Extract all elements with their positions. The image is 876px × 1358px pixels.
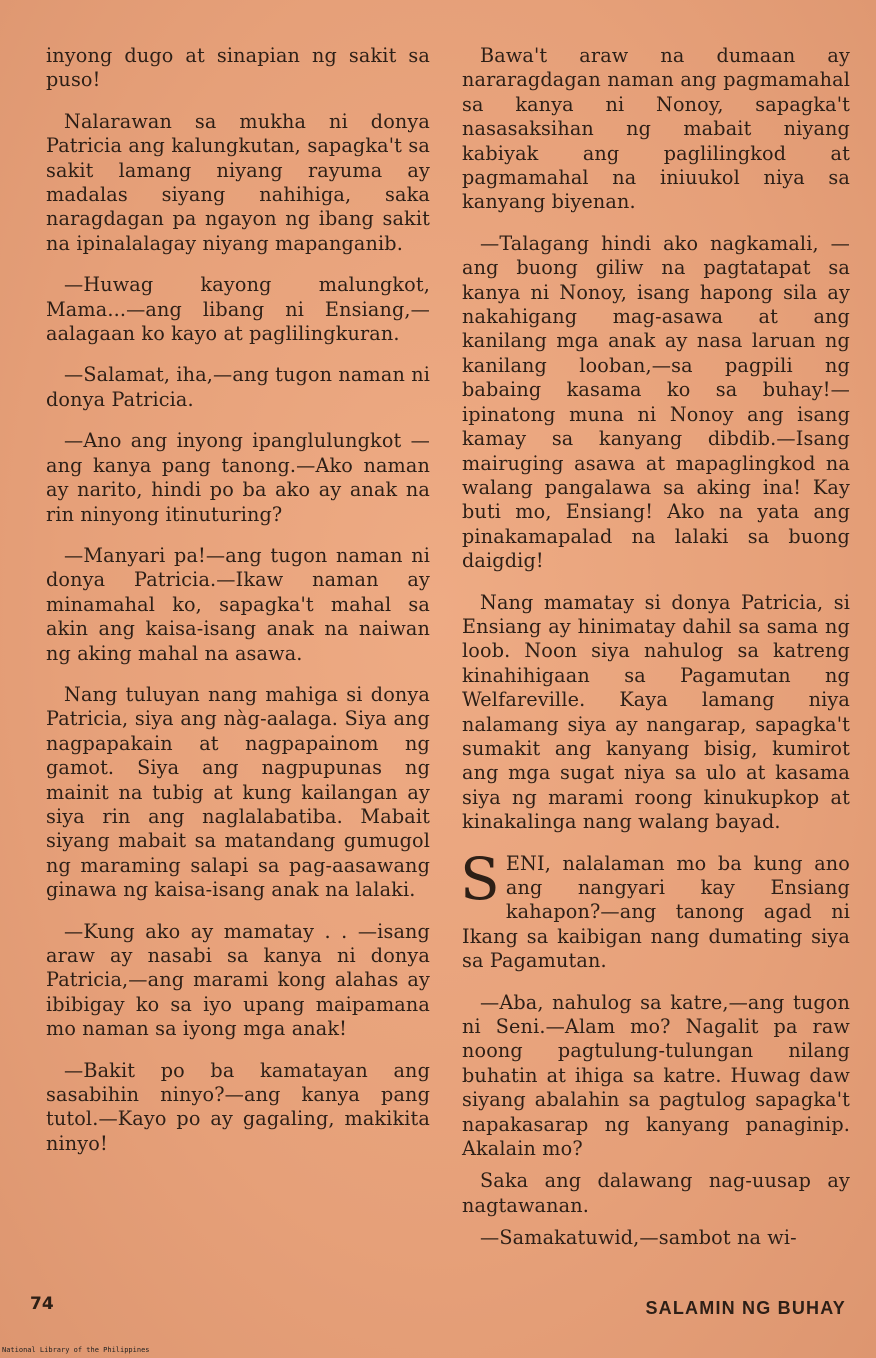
paragraph: —Manyari pa!—ang tugon naman ni donya Patricia.—Ikaw naman ay minamahal ko, sapagka't mahal sa akin ang kaisa-isang anak na naiwan ng aking mahal na asawa. — [46, 543, 430, 665]
library-credit: National Library of the Philippines — [2, 1346, 150, 1354]
paragraph: Nang tuluyan nang mahiga si donya Patricia, siya ang nàg-aalaga. Siya ang nagpapakain at nagpapainom ng gamot. Siya ang nagpupunas ng mainit na tubig at kung kailangan ay siya rin ang naglalabatiba. Mabait siyang mabait sa matandang gumugol ng maraming salapi sa pag-aasawang ginawa ng kaisa-isang anak na lalaki. — [46, 682, 430, 902]
magazine-title: SALAMIN NG BUHAY — [645, 1298, 846, 1318]
section-opening-text: ENI, nalalaman mo ba kung ano ang nangyari kay Ensiang kahapon?—ang tanong agad ni Ikang sa kaibigan nang dumating siya sa Pagamutan. — [462, 851, 850, 973]
paragraph: —Ano ang inyong ipanglulungkot —ang kanya pang tanong.—Ako naman ay narito, hindi po ba ako ay anak na rin ninyong itinuturing? — [46, 429, 430, 526]
section-opening-paragraph — [460, 844, 850, 974]
paragraph: —Salamat, iha,—ang tugon naman ni donya Patricia. — [46, 363, 430, 411]
paragraph: —Samakatuwid,—sambot na wi- — [480, 1226, 797, 1250]
paragraph: —Kung ako ay mamatay . . —isang araw ay nasabi sa kanya ni donya Patricia,—ang marami kong alahas ay ibibigay ko sa iyo upang maipamana mo naman sa iyong mga anak! — [46, 919, 430, 1041]
drop-cap: S — [460, 844, 500, 913]
paragraph: —Talagang hindi ako nagkamali, —ang buong giliw na pagtatapat sa kanya ni Nonoy, isang hapong sila ay nakahigang mag-asawa at ang kanilang mga anak ay nasa laruan ng kanilang looban,—sa pagpili ng babaing kasama ko sa buhay!—ipinatong muna ni Nonoy ang isang kamay sa kanyang dibdib.—Isang mairuging asawa at mapaglingkod na walang pangalawa sa aking ina! Kay buti mo, Ensiang! Ako na yata ang pinakamapalad na lalaki sa buong daigdig! — [462, 231, 850, 573]
paragraph: Nang mamatay si donya Patricia, si Ensiang ay hinimatay dahil sa sama ng loob. Noon siya nahulog sa katreng kinahihigaan sa Pagamutan ng Welfareville. Kaya lamang niya nalamang siya ay nangarap, sapagka't sumakit ang kanyang bisig, kumirot ang mga sugat niya sa ulo at kasama siya ng marami roong kinukupkop at kinakalinga nang walang bayad. — [462, 590, 850, 834]
paragraph: —Huwag kayong malungkot, Mama...—ang libang ni Ensiang,—aalagaan ko kayo at paglilingkuran. — [46, 273, 430, 346]
page-number: 74 — [30, 1294, 54, 1314]
paragraph: —Aba, nahulog sa katre,—ang tugon ni Seni.—Alam mo? Nagalit pa raw noong pagtulung-tulungan nilang buhatin at ihiga sa katre. Huwag daw siyang abalahin sa pagtulog sapagka't napakasarap ng kanyang panaginip. Akalain mo? — [462, 990, 850, 1161]
left-text-column — [46, 44, 430, 1173]
page-footer — [0, 1292, 876, 1332]
paragraph: Nalarawan sa mukha ni donya Patricia ang kalungkutan, sapagka't sa sakit lamang niyang rayuma ay madalas siyang nahihiga, saka naragdagan pa ngayon ng ibang sakit na ipinalalagay niyang mapanganib. — [46, 109, 430, 255]
paragraph: Saka ang dalawang nag-uusap ay nagtawanan. — [462, 1169, 850, 1217]
paragraph: Bawa't araw na dumaan ay nararagdagan naman ang pagmamahal sa kanya ni Nonoy, sapagka't nasasaksihan ng mabait niyang kabiyak ang paglilingkod at pagmamahal na iniuukol niya sa kanyang biyenan. — [462, 44, 850, 214]
right-text-column — [462, 44, 850, 1268]
paragraph: —Bakit po ba kamatayan ang sasabihin ninyo?—ang kanya pang tutol.—Kayo po ay gagaling, makikita ninyo! — [46, 1058, 430, 1155]
paragraph: inyong dugo at sinapian ng sakit sa puso! — [46, 44, 430, 92]
